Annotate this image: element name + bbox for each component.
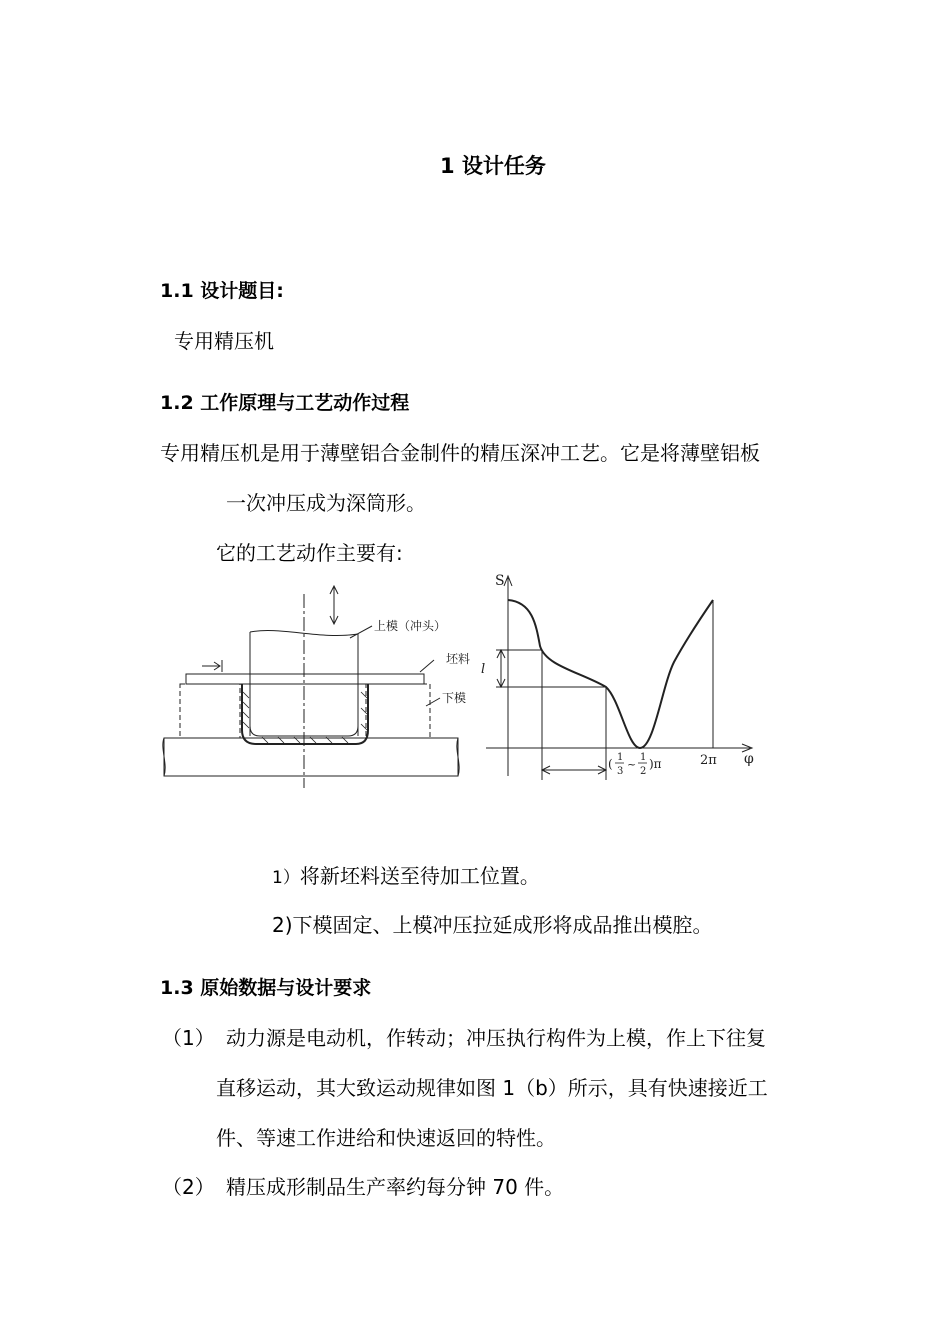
lower-die-label: 下模: [442, 691, 467, 705]
ratio-open-paren: (: [608, 757, 613, 771]
requirement-2-text: 精压成形制品生产率约每分钟 70 件。: [226, 1175, 565, 1199]
section-1-3-heading: 1.3 原始数据与设计要求: [160, 977, 372, 999]
requirement-1-number: （1）: [162, 1026, 215, 1050]
process-step-1: [272, 860, 540, 889]
requirement-1-line-2: 直移运动，其大致运动规律如图 1（b）所示，具有快速接近工: [216, 1076, 768, 1100]
motion-law-chart: [486, 576, 752, 780]
l-mark-label: l: [481, 662, 486, 677]
principle-paragraph-line-1: 专用精压机是用于薄壁铝合金制件的精压深冲工艺。它是将薄壁铝板: [160, 441, 760, 465]
section-1-1-heading: 1.1 设计题目:: [160, 280, 284, 302]
section-1-2-heading: 1.2 工作原理与工艺动作过程: [160, 392, 410, 414]
lower-die-leader: [426, 698, 440, 706]
lower-die-right: [366, 684, 430, 738]
two-pi-label: 2π: [700, 753, 717, 768]
fraction-1-denominator: 3: [617, 766, 624, 777]
ratio-close-pi: )π: [649, 757, 662, 771]
design-topic-text: 专用精压机: [174, 329, 274, 353]
step-1-number: 1）: [272, 868, 300, 888]
ratio-tilde: ~: [627, 758, 637, 771]
s-axis-label: S: [495, 573, 505, 589]
chapter-title: 1 设计任务: [440, 154, 546, 178]
l-dimension: [497, 650, 505, 687]
blank-plate: [186, 674, 424, 684]
formed-cup-outer: [242, 684, 368, 744]
displacement-curve: [508, 600, 713, 748]
requirement-1-line-1: 动力源是电动机，作转动；冲压执行构件为上模，作上下往复: [226, 1026, 766, 1050]
upper-die-leader: [350, 626, 372, 638]
requirement-1-line-3: 件、等速工作进给和快速返回的特性。: [216, 1126, 556, 1150]
principle-paragraph-line-2: 一次冲压成为深筒形。: [226, 491, 426, 515]
upper-die-label: 上模（冲头）: [374, 619, 447, 633]
fraction-2-numerator: 1: [640, 752, 647, 763]
requirement-2-number: （2）: [162, 1175, 215, 1199]
fraction-2-denominator: 2: [640, 766, 647, 777]
lower-die-left: [180, 684, 240, 738]
blank-leader: [420, 660, 434, 672]
step-1-text: 将新坯料送至待加工位置。: [299, 864, 540, 888]
process-step-2: 2)下模固定、上模冲压拉延成形将成品推出模腔。: [272, 913, 713, 937]
blank-label: 坯料: [446, 652, 471, 666]
feed-arrow: [202, 660, 222, 672]
phi-axis-label: φ: [744, 751, 754, 767]
ratio-dimension: [542, 766, 606, 774]
process-intro-text: 它的工艺动作主要有:: [216, 541, 403, 565]
die-schematic: [163, 586, 459, 788]
press-diagram-figure: [150, 568, 770, 800]
cup-hatching: [243, 692, 367, 743]
fraction-1-numerator: 1: [617, 752, 624, 763]
